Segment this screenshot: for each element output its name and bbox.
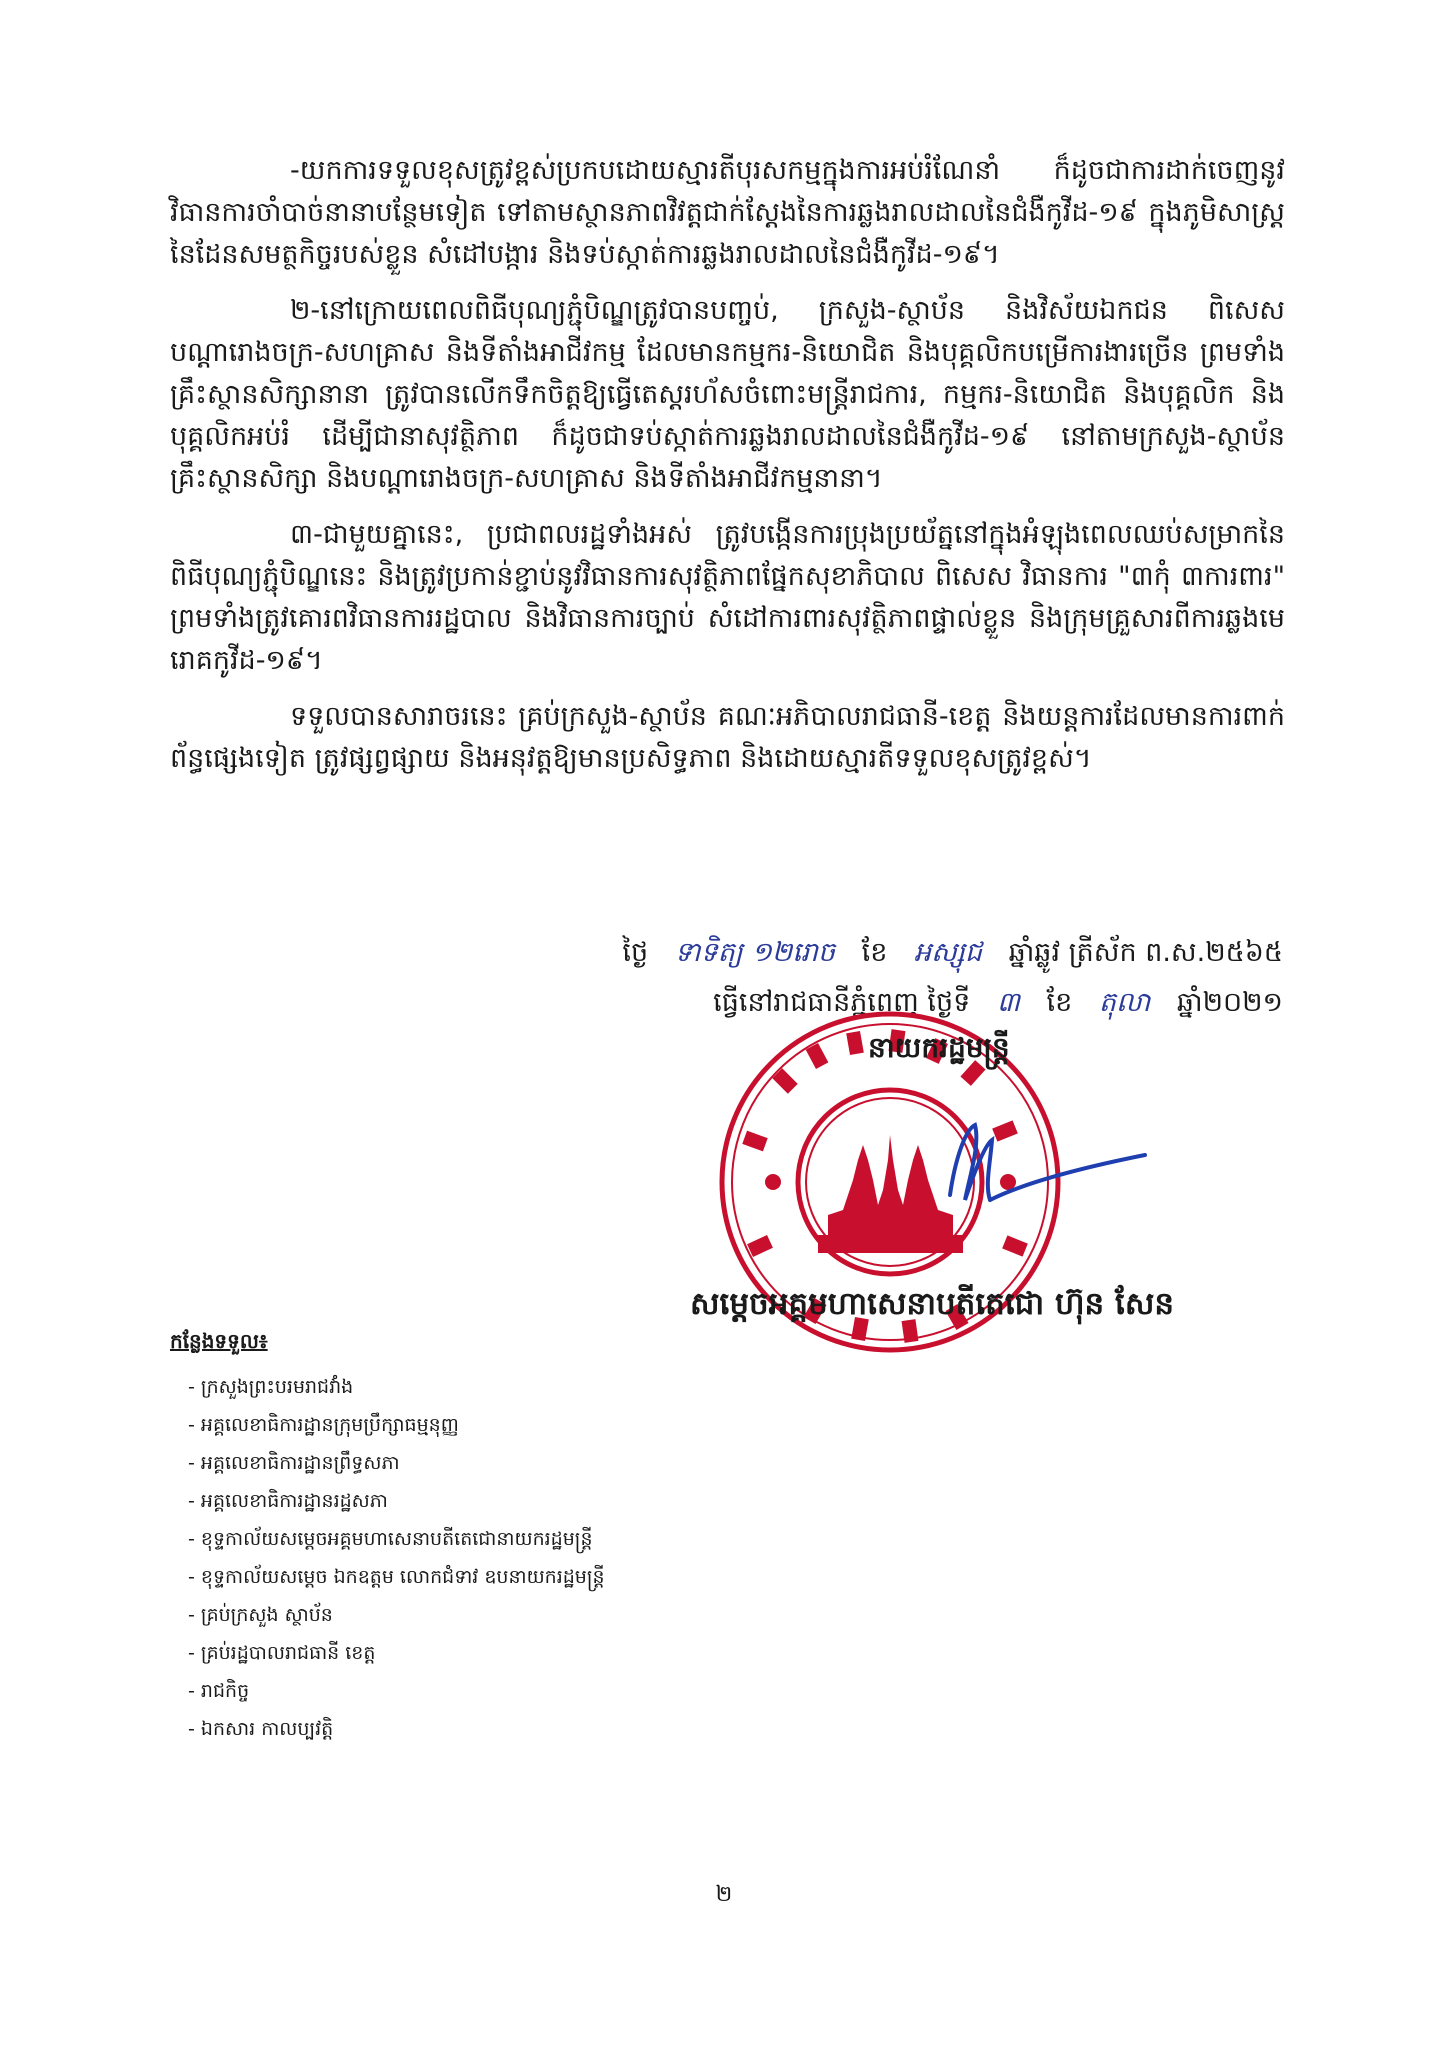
paragraph-1: -យកការទទួលខុសត្រូវខ្ពស់ប្រកបដោយស្មារតីបុរសកម្មក្នុងការអប់រំណែនាំ ក៏ដូចជាការដាក់ចេញនូវវិធានការចាំបាច់នានាបន្ថែមទៀត ទៅតាមស្ថានភាពវិវត្តជាក់ស្តែងនៃការឆ្លងរាលដាលនៃជំងឺកូវីដ-១៩ ក្នុងភូមិសាស្ត្រនៃដែនសមត្ថកិច្ចរបស់ខ្លួន សំដៅបង្ការ និងទប់ស្កាត់ការឆ្លងរាលដាលនៃជំងឺកូវីដ-១៩។ [170, 155, 1285, 270]
lunar-month-label: ខែ [861, 937, 888, 968]
page-number: ២ [715, 1882, 733, 1907]
body-text [170, 150, 1285, 794]
paragraph-2: ២-នៅក្រោយពេលពិធីបុណ្យភ្ជុំបិណ្ឌត្រូវបានបញ្ចប់, ក្រសួង-ស្ថាប័ន និងវិស័យឯកជន ពិសេសបណ្តារោងចក្រ-សហគ្រាស និងទីតាំងអាជីវកម្ម ដែលមានកម្មករ-និយោជិត និងបុគ្គលិកបម្រើការងារច្រើន ព្រមទាំងគ្រឹះស្ថានសិក្សានានា ត្រូវបានលើកទឹកចិត្តឱ្យធ្វើតេស្តរហ័សចំពោះមន្ត្រីរាជការ, កម្មករ-និយោជិត និងបុគ្គលិក និងបុគ្គលិកអប់រំ ដើម្បីជានាសុវត្ថិភាព ក៏ដូចជាទប់ស្កាត់ការឆ្លងរាលដាលនៃជំងឺកូវីដ-១៩ នៅតាមក្រសួង-ស្ថាប័ន គ្រឹះស្ថានសិក្សា និងបណ្តារោងចក្រ-សហគ្រាស និងទីតាំងអាជីវកម្មនានា។ [170, 295, 1285, 494]
paragraph-4: ទទួលបានសារាចរនេះ គ្រប់ក្រសួង-ស្ថាប័ន គណៈអភិបាលរាជធានី-ខេត្ត និងយន្តការដែលមានការពាក់ព័ន្ធផ្សេងទៀត ត្រូវផ្សព្វផ្សាយ និងអនុវត្តឱ្យមានប្រសិទ្ធភាព និងដោយស្មារតីទទួលខុសត្រូវខ្ពស់។ [170, 701, 1285, 774]
list-item: - អគ្គលេខាធិការដ្ឋានក្រុមប្រឹក្សាធម្មនុញ្ញ [188, 1406, 605, 1444]
list-item: - អគ្គលេខាធិការដ្ឋានរដ្ឋសភា [188, 1482, 605, 1520]
list-item: - គ្រប់រដ្ឋបាលរាជធានី ខេត្ត [188, 1634, 605, 1672]
list-item: - ក្រសួងព្រះបរមរាជវាំង [188, 1368, 605, 1406]
lunar-year: ឆ្នាំឆ្លូវ ត្រីស័ក ព.ស.២៥៦៥ [1008, 937, 1283, 968]
lunar-date-line [622, 928, 1283, 978]
list-item: - ឯកសារ កាលប្បវត្តិ [188, 1710, 605, 1748]
cc-title: កន្លែងទទួល៖ [170, 1329, 268, 1353]
lunar-day-prefix: ថ្ងៃ [622, 937, 649, 968]
handwritten-signature-icon [930, 1100, 1150, 1220]
signatory-title: នាយករដ្ឋមន្ត្រី [868, 1031, 1010, 1064]
list-item: - រាជកិច្ច [188, 1672, 605, 1710]
solar-month-label: ខែ [1046, 987, 1073, 1018]
list-item: - គ្រប់ក្រសួង ស្ថាប័ន [188, 1596, 605, 1634]
cc-list [188, 1368, 605, 1748]
list-item: - ខុទ្ទកាល័យសម្តេច ឯកឧត្តម លោកជំទាវ ឧបនាយករដ្ឋមន្ត្រី [188, 1558, 605, 1596]
list-item: - អគ្គលេខាធិការដ្ឋានព្រឹទ្ធសភា [188, 1444, 605, 1482]
list-item: - ខុទ្ទកាល័យសម្តេចអគ្គមហាសេនាបតីតេជោនាយករដ្ឋមន្ត្រី [188, 1520, 605, 1558]
solar-month-handwritten: តុលា [1098, 987, 1151, 1018]
signer-name: សម្តេចអគ្គមហាសេនាបតីតេជោ ហ៊ុន សែន [690, 1286, 1175, 1322]
solar-day-handwritten: ៣ [996, 987, 1020, 1018]
lunar-day-handwritten: ទាទិត្យ ១២រោច [674, 937, 836, 968]
solar-year: ឆ្នាំ២០២១ [1176, 987, 1283, 1018]
solar-day-prefix: ធ្វើនៅរាជធានីភ្នំពេញ ថ្ងៃទី [713, 987, 971, 1018]
paragraph-3: ៣-ជាមួយគ្នានេះ, ប្រជាពលរដ្ឋទាំងអស់ ត្រូវបង្កើនការប្រុងប្រយ័ត្ននៅក្នុងអំឡុងពេលឈប់សម្រាកនៃពិធីបុណ្យភ្ជុំបិណ្ឌនេះ និងត្រូវប្រកាន់ខ្ជាប់នូវវិធានការសុវត្ថិភាពផ្នែកសុខាភិបាល ពិសេស វិធានការ "៣កុំ ៣ការពារ" ព្រមទាំងត្រូវគោរពវិធានការរដ្ឋបាល និងវិធានការច្បាប់ សំដៅការពារសុវត្ថិភាពផ្ទាល់ខ្លួន និងក្រុមគ្រួសារពីការឆ្លងមេរោគកូវីដ-១៩។ [170, 519, 1285, 676]
lunar-month-handwritten: អស្សុជ [913, 937, 982, 968]
